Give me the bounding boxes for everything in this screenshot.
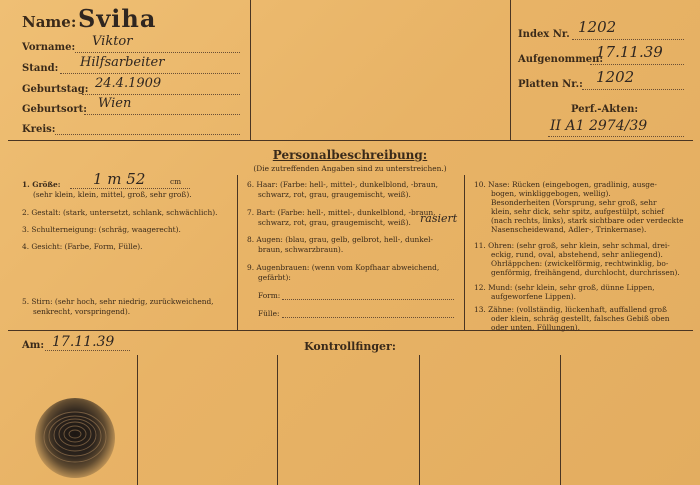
am-label: Am:: [22, 340, 45, 351]
bart-value: rasiert: [420, 212, 458, 225]
ohren-text-4: genförmig, freihängend, durchlocht, durchrissen).: [491, 268, 680, 277]
platten-line: [582, 89, 684, 90]
divider-right-top: [510, 0, 511, 140]
section-subtitle: (Die zutreffenden Angaben sind zu unterstreichen.): [253, 164, 447, 173]
platten-value: 1202: [596, 68, 635, 86]
bart-text-1: 7. Bart: (Farbe: hell-, mittel-, dunkelblond, -braun,: [247, 208, 436, 217]
nase-text-2: bogen, winkliggebogen, wellig).: [491, 189, 611, 198]
fuelle-label: Fülle:: [258, 309, 280, 318]
haar-text-2: schwarz, rot, grau, graugemischt, weiß).: [258, 190, 411, 199]
groesse-options: (sehr klein, klein, mittel, groß, sehr groß).: [33, 190, 192, 199]
nase-text-1: 10. Nase: Rücken (eingebogen, gradlinig, ausge-: [474, 180, 657, 189]
augenbrauen-text-1: 9. Augenbrauen: (wenn vom Kopfhaar abweichend,: [247, 263, 440, 272]
geburtsort-line: [84, 114, 240, 115]
aufgenommen-line: [590, 64, 684, 65]
finger-box-divider: [560, 355, 561, 485]
aufgenommen-label: Aufgenommen:: [518, 54, 604, 65]
am-line: [45, 350, 130, 351]
groesse-value: 1 m 52: [93, 170, 146, 188]
index-line: [572, 39, 684, 40]
perf-akten-label: Perf.-Akten:: [571, 104, 639, 115]
divider-footer: [8, 330, 693, 331]
finger-box-divider: [137, 355, 138, 485]
groesse-line: [70, 188, 190, 189]
divider-col2: [464, 175, 465, 330]
fingerprint-image: [35, 398, 115, 478]
index-value: 1202: [578, 18, 617, 36]
kreis-line: [55, 134, 240, 135]
perf-akten-value: II A1 2974/39: [550, 118, 648, 134]
am-value: 17.11.39: [52, 334, 115, 350]
geburtstag-value: 24.4.1909: [95, 76, 162, 91]
augen-text-1: 8. Augen: (blau, grau, gelb, gelbrot, hell-, dunkel-: [247, 235, 433, 244]
aufgenommen-value: 17.11.39: [596, 43, 663, 61]
mund-text-1: 12. Mund: (sehr klein, sehr groß, dünne Lippen,: [474, 283, 655, 292]
form-line: [282, 299, 454, 300]
stirn-text-1: 5. Stirn: (sehr hoch, sehr niedrig, zurückweichend,: [22, 297, 214, 306]
stand-line: [60, 73, 240, 74]
finger-box-divider: [419, 355, 420, 485]
divider-left-top: [250, 0, 251, 140]
ohren-text-3: Ohrläppchen: (zwickelförmig, rechtwinklig, bo-: [491, 259, 669, 268]
groesse-label: 1. Größe:: [22, 180, 61, 189]
zaehne-text-1: 13. Zähne: (vollständig, lückenhaft, auffallend groß: [474, 305, 667, 314]
form-label: Form:: [258, 291, 281, 300]
name-value: Sviha: [78, 4, 157, 33]
name-label: Name:: [22, 13, 77, 31]
groesse-unit: cm: [170, 177, 182, 186]
augenbrauen-text-2: gefärbt):: [258, 273, 291, 282]
index-label: Index Nr.: [518, 29, 570, 40]
geburtsort-label: Geburtsort:: [22, 104, 87, 115]
zaehne-text-2: oder klein, schräg gestellt, falsches Gebiß oben: [491, 314, 670, 323]
augen-text-2: braun, schwarzbraun).: [258, 245, 344, 254]
ohren-text-1: 11. Ohren: (sehr groß, sehr klein, sehr schmal, drei-: [474, 241, 670, 250]
nase-text-3: Besonderheiten (Vorsprung, sehr groß, sehr: [491, 198, 657, 207]
geburtstag-line: [82, 94, 240, 95]
stirn-text-2: senkrecht, vorspringend).: [33, 307, 131, 316]
kreis-label: Kreis:: [22, 124, 56, 135]
divider-header: [8, 140, 693, 141]
finger-box-divider: [277, 355, 278, 485]
nase-text-6: Nasenscheidewand, Adler-, Trinkernase).: [491, 225, 647, 234]
divider-col1: [237, 175, 238, 330]
kontrollfinger-label: Kontrollfinger:: [304, 340, 396, 353]
gesicht-text: 4. Gesicht: (Farbe, Form, Fülle).: [22, 242, 143, 251]
fuelle-line: [282, 317, 454, 318]
vorname-value: Viktor: [92, 34, 133, 49]
bart-text-2: schwarz, rot, grau, graugemischt, weiß).: [258, 218, 411, 227]
ohren-text-2: eckig, rund, oval, abstehend, sehr anliegend).: [491, 250, 663, 259]
zaehne-text-3: oder unten, Füllungen).: [491, 323, 580, 332]
stand-label: Stand:: [22, 63, 59, 74]
fingerprint-ridges-icon: [35, 398, 115, 478]
platten-label: Platten Nr.:: [518, 79, 583, 90]
vorname-label: Vorname:: [22, 42, 76, 53]
geburtstag-label: Geburtstag:: [22, 84, 89, 95]
vorname-line: [75, 52, 240, 53]
mund-text-2: aufgeworfene Lippen).: [491, 292, 577, 301]
perf-akten-line: [548, 136, 684, 137]
nase-text-5: (nach rechts, links), stark sichtbare oder verdeckte: [491, 216, 684, 225]
gestalt-text: 2. Gestalt: (stark, untersetzt, schlank, schwächlich).: [22, 208, 218, 217]
stand-value: Hilfsarbeiter: [80, 55, 165, 70]
schulterneigung-text: 3. Schulterneigung: (schräg, waagerecht).: [22, 225, 181, 234]
geburtsort-value: Wien: [98, 96, 132, 111]
haar-text-1: 6. Haar: (Farbe: hell-, mittel-, dunkelblond, -braun,: [247, 180, 438, 189]
nase-text-4: klein, sehr dick, sehr spitz, aufgestülpt, schief: [491, 207, 664, 216]
section-title: Personalbeschreibung:: [272, 148, 428, 162]
